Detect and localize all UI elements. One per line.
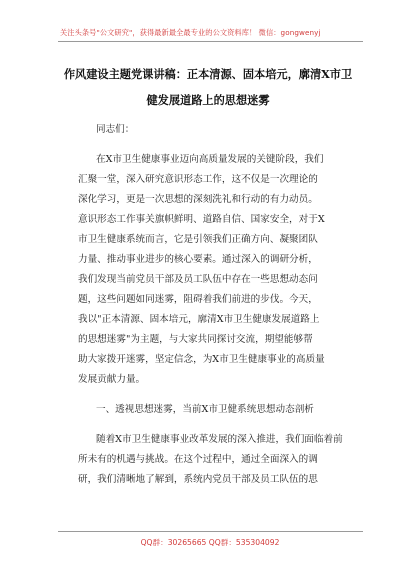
body-line: 所未有的机遇与挑战。在这个过程中，通过全面深入的调	[78, 454, 318, 465]
footer-divider	[58, 531, 363, 532]
body-line: 深化学习，更是一次思想的深刻洗礼和行动的有力动员。	[78, 194, 318, 205]
body-line: 研，我们清晰地了解到，系统内党员干部及员工队伍的思	[78, 474, 318, 485]
salutation: 同志们：	[96, 124, 135, 135]
body-line: 市卫生健康系统而言，它是引领我们正确方向、凝聚团队	[78, 234, 318, 245]
body-line: 随着X市卫生健康事业改革发展的深入推进，我们面临着前	[96, 434, 343, 445]
header-banner: 关注头条号"公文研究"，获得最新最全最专业的公文资料库！ 微信：gongwenyj	[60, 28, 321, 37]
section-heading: 一、透视思想迷雾，当前X市卫健系统思想动态剖析	[96, 404, 314, 415]
body-line: 的思想迷雾"为主题，与大家共同探讨交流，期望能够帮	[78, 334, 313, 345]
footer-contacts: QQ群：30265665 QQ群：535304092	[140, 538, 280, 547]
body-line: 题，这些问题如同迷雾，阻碍着我们前进的步伐。今天，	[78, 294, 318, 305]
body-line: 我们发现当前党员干部及员工队伍中存在一些思想动态问	[78, 274, 318, 285]
body-line: 意识形态工作事关旗帜鲜明、道路自信、国家安全，对于X	[78, 214, 325, 225]
body-line: 我以"正本清源、固本培元，廓清X市卫生健康发展道路上	[78, 314, 320, 325]
body-line: 汇聚一堂，深入研究意识形态工作，这不仅是一次理论的	[78, 174, 318, 185]
body-line: 在X市卫生健康事业迈向高质量发展的关键阶段，我们	[96, 154, 324, 165]
body-line: 发展贡献力量。	[78, 374, 146, 385]
document-title-line-2: 健发展道路上的思想迷雾	[146, 93, 270, 107]
body-line: 力量、推动事业进步的核心要素。通过深入的调研分析，	[78, 254, 318, 265]
document-title-line-1: 作风建设主题党课讲稿：正本清源、固本培元，廓清X市卫	[63, 67, 353, 81]
header-divider	[58, 41, 363, 42]
body-line: 助大家拨开迷雾，坚定信念，为X市卫生健康事业的高质量	[78, 354, 325, 365]
